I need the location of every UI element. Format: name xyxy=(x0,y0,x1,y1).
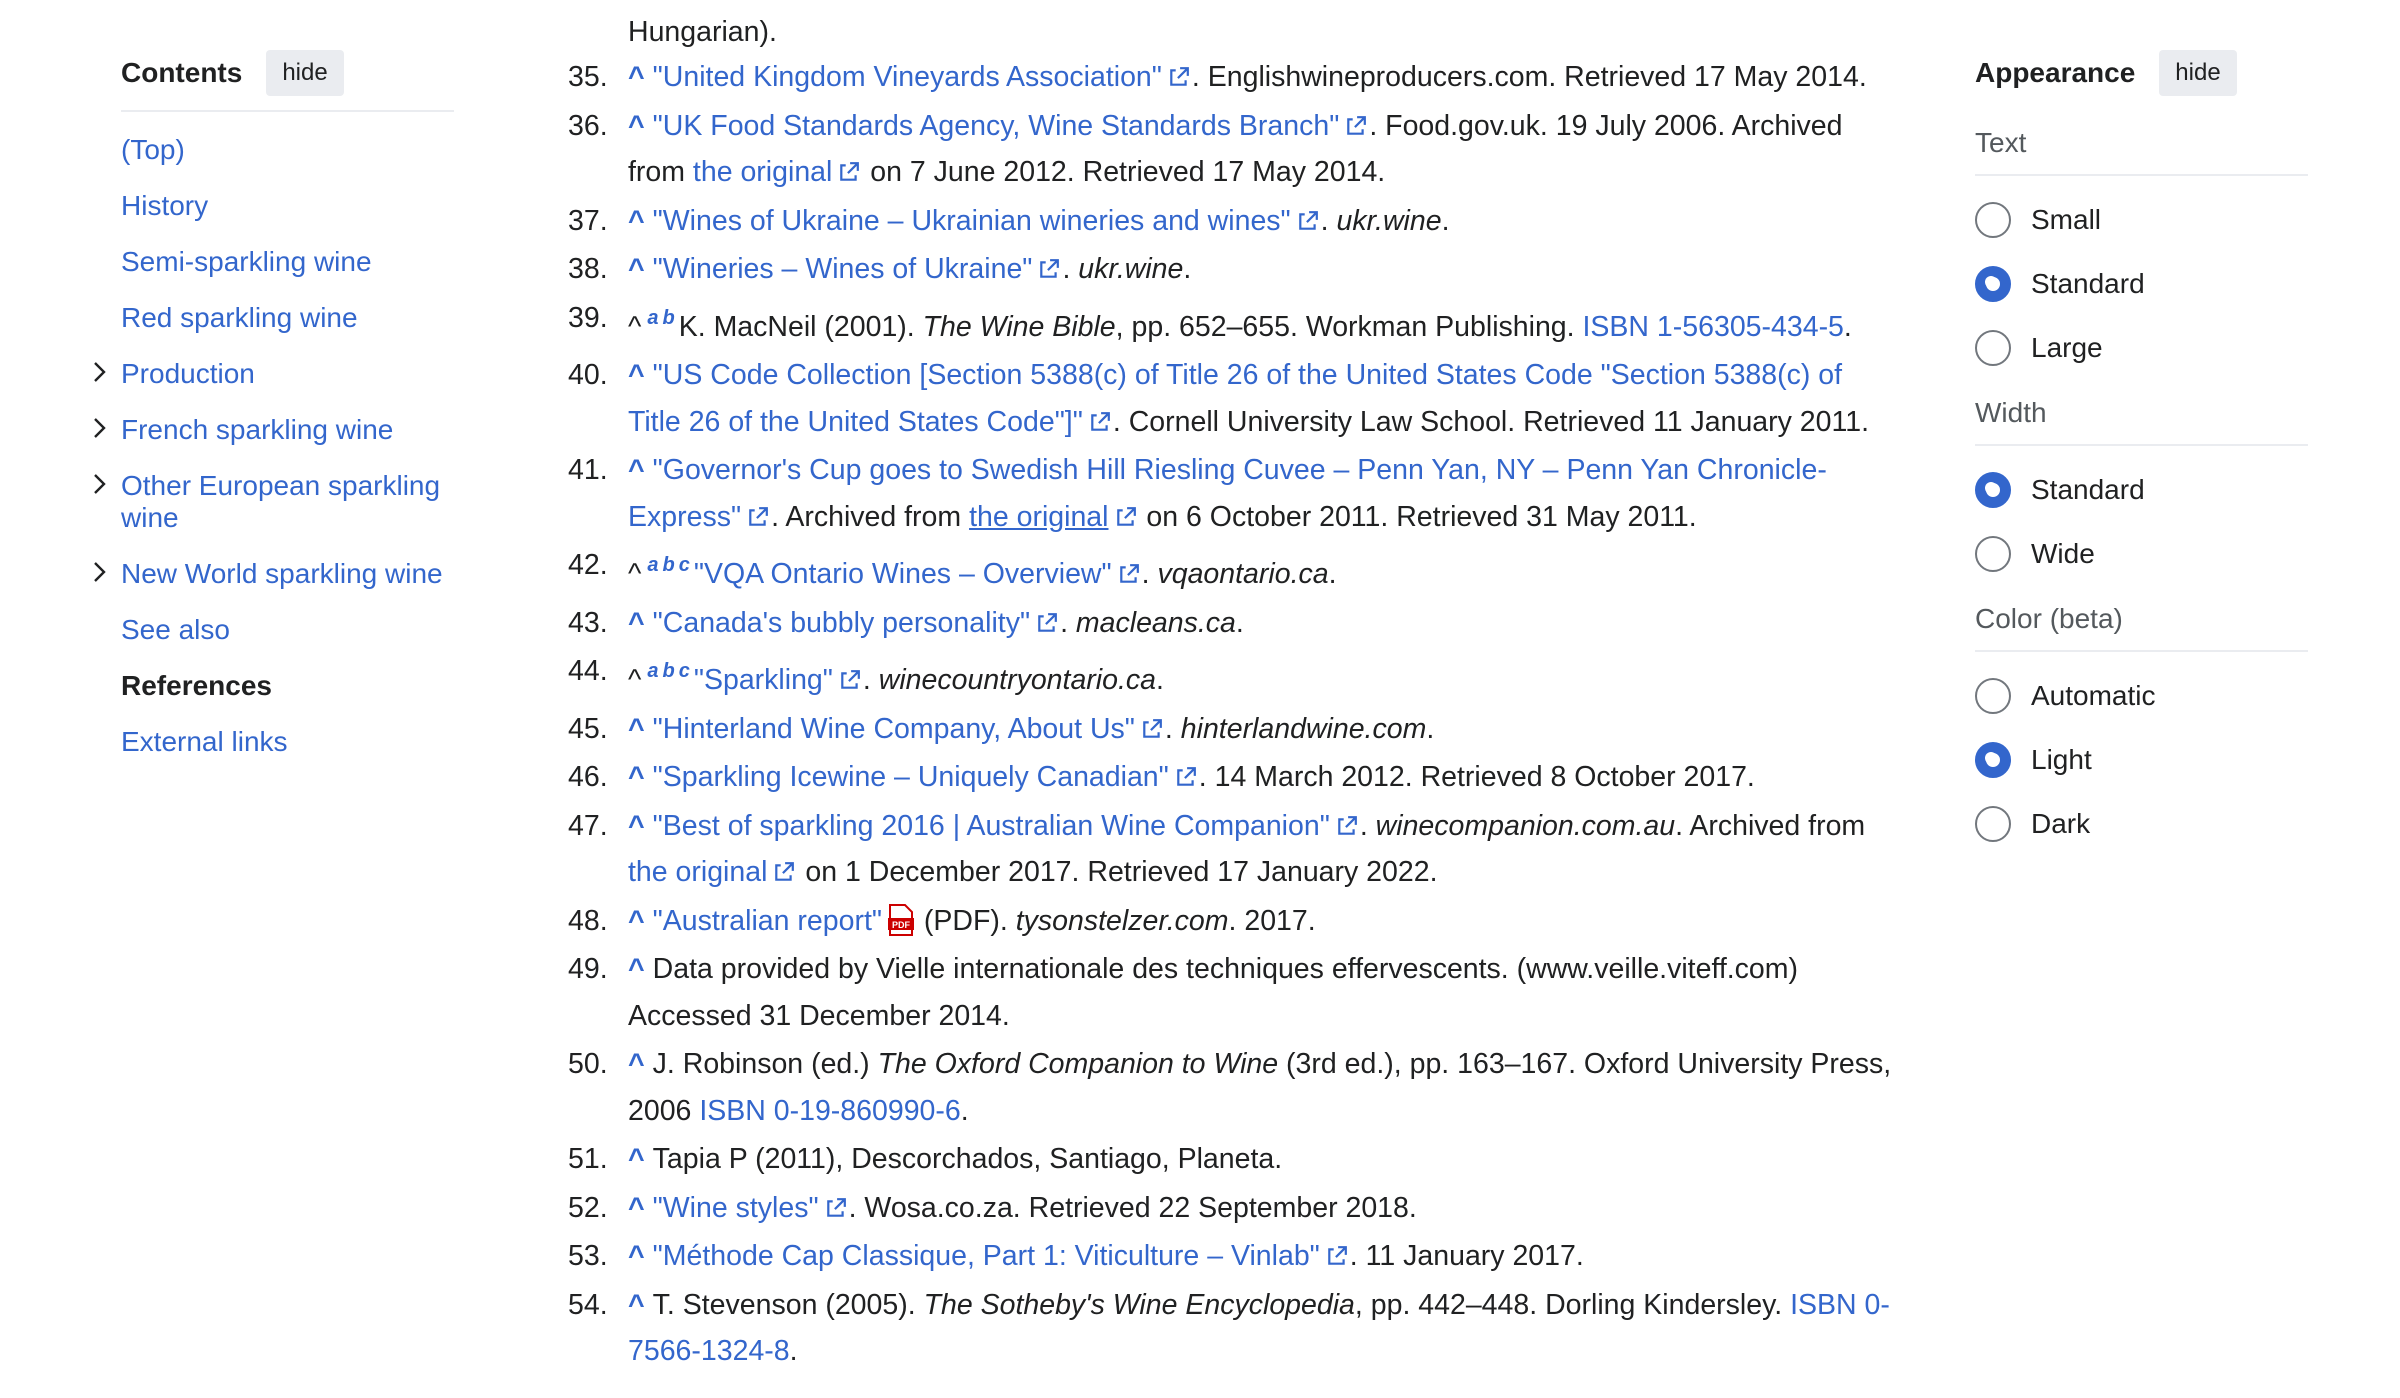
reference-item xyxy=(568,352,1898,445)
reference-title-link[interactable]: "Canada's bubbly personality" xyxy=(652,606,1031,639)
external-link-icon xyxy=(1030,607,1060,639)
reference-title-link[interactable]: "Wineries – Wines of Ukraine" xyxy=(652,253,1033,285)
reference-pre: K. MacNeil (2001). xyxy=(678,310,923,343)
reference-number: 44. xyxy=(568,655,608,687)
reference-mid: , pp. 652–655. Workman Publishing. xyxy=(1115,310,1583,343)
external-link-icon xyxy=(832,156,862,188)
reference-pre: J. Robinson (ed.) xyxy=(652,1048,878,1080)
reference-number: 40. xyxy=(568,359,608,391)
backlink-c[interactable]: c xyxy=(678,660,690,682)
archive-link[interactable]: the original xyxy=(628,856,768,888)
reference-number: 35. xyxy=(568,61,608,93)
backlink-caret[interactable]: ^ xyxy=(628,253,645,285)
toc-item[interactable] xyxy=(121,614,454,646)
external-link-icon xyxy=(1032,253,1062,285)
text-size-option[interactable] xyxy=(1975,328,2308,368)
reference-title-link[interactable]: "Best of sparkling 2016 | Australian Wine Companion" xyxy=(652,809,1330,842)
reference-rest: on 6 October 2011. Retrieved 31 May 2011. xyxy=(1138,500,1697,533)
external-link-icon xyxy=(1339,110,1369,142)
toc-hide-button[interactable]: hide xyxy=(266,50,343,96)
reference-site: vqaontario.ca xyxy=(1157,558,1329,590)
chevron-right-icon[interactable] xyxy=(89,358,111,386)
reference-item xyxy=(568,1233,1898,1280)
reference-item xyxy=(568,1282,1898,1375)
toc-item[interactable] xyxy=(121,358,454,390)
width-option[interactable] xyxy=(1975,470,2308,510)
color-option[interactable] xyxy=(1975,676,2308,716)
chevron-right-icon[interactable] xyxy=(89,558,111,586)
reference-rest: . xyxy=(1441,204,1450,237)
toc-item[interactable] xyxy=(121,246,454,278)
archive-link[interactable]: the original xyxy=(692,156,833,188)
external-link-icon xyxy=(1083,406,1113,438)
backlink-caret: ^ xyxy=(628,310,642,343)
appearance-header xyxy=(1975,50,2308,96)
reference-book: The Sotheby's Wine Encyclopedia xyxy=(923,1288,1355,1321)
reference-item: 44. ^ $^a$ $^b$ $^c$ "Sparkling" . winecountryontario.ca. xyxy=(568,648,1898,704)
reference-rest: . xyxy=(960,1094,969,1127)
reference-rest: . xyxy=(1843,310,1852,343)
reference-rest: . Englishwineproducers.com. Retrieved 17 May 2014. xyxy=(1191,61,1867,93)
reference-item: 42. ^ $^a$ $^b$ $^c$ "VQA Ontario Wines – Overview" . vqaontario.ca. xyxy=(568,542,1898,598)
width-radio[interactable] xyxy=(1975,472,2011,508)
reference-site: hinterlandwine.com xyxy=(1180,712,1427,745)
reference-number: 45. xyxy=(568,712,608,745)
text-size-options xyxy=(1975,200,2308,368)
color-radio[interactable] xyxy=(1975,678,2011,714)
external-link-icon xyxy=(1330,810,1360,842)
reference-rest: . xyxy=(1328,558,1337,590)
isbn-link[interactable]: ISBN 1-56305-434-5 xyxy=(1582,310,1844,343)
reference-site: ukr.wine xyxy=(1078,253,1184,285)
reference-mid: (3rd ed.), pp. 163–167. Oxford University Press, 2006 xyxy=(628,1048,1892,1127)
backlink-c[interactable]: c xyxy=(678,554,690,576)
backlink-caret[interactable]: ^ xyxy=(628,809,645,842)
reference-site: macleans.ca xyxy=(1075,606,1236,639)
color-option[interactable] xyxy=(1975,804,2308,844)
reference-mid: . Archived from xyxy=(771,500,970,533)
toc-item-label: French sparkling wine xyxy=(121,414,394,445)
backlink-b[interactable]: b xyxy=(662,306,675,329)
reference-book: The Oxford Companion to Wine xyxy=(877,1048,1279,1080)
width-option-label: Standard xyxy=(2031,474,2145,505)
preceding-reference-text: Hungarian). xyxy=(628,16,777,48)
backlink-caret[interactable]: ^ xyxy=(628,109,645,142)
reference-title-link[interactable]: "VQA Ontario Wines – Overview" xyxy=(693,558,1112,590)
reference-number: 49. xyxy=(568,953,608,985)
reference-title-link[interactable]: "Wines of Ukraine – Ukrainian wineries and wines" xyxy=(652,204,1291,237)
backlink-a[interactable]: a xyxy=(647,306,659,329)
backlink-caret[interactable]: ^ xyxy=(628,1288,645,1321)
chevron-right-icon[interactable] xyxy=(89,470,111,498)
width-option[interactable] xyxy=(1975,534,2308,574)
reference-item xyxy=(568,1041,1898,1134)
backlink-caret[interactable]: ^ xyxy=(628,359,645,391)
toc-title: Contents xyxy=(121,57,243,88)
backlink-caret[interactable]: ^ xyxy=(628,761,645,793)
width-radio[interactable] xyxy=(1975,536,2011,572)
backlink-a[interactable]: a xyxy=(647,554,659,576)
reference-title-link[interactable]: "Hinterland Wine Company, About Us" xyxy=(652,712,1135,745)
toc-item[interactable] xyxy=(121,726,454,758)
backlink-a[interactable]: a xyxy=(647,660,659,682)
reference-rest: on 7 June 2012. Retrieved 17 May 2014. xyxy=(862,156,1386,188)
toc-item-label: Semi-sparkling wine xyxy=(121,246,372,277)
chevron-right-icon[interactable] xyxy=(89,414,111,442)
reference-item: 45. ^ "Hinterland Wine Company, About Us" . hinterlandwine.com. xyxy=(568,706,1898,753)
backlink-b[interactable]: b xyxy=(662,554,675,576)
color-label: Color (beta) xyxy=(1975,602,2308,652)
reference-item xyxy=(568,1136,1898,1183)
backlink-caret[interactable]: ^ xyxy=(628,454,645,486)
toc-item-label: See also xyxy=(121,614,230,645)
color-options xyxy=(1975,676,2308,844)
backlink-caret[interactable]: ^ xyxy=(628,904,645,937)
reference-site: ukr.wine xyxy=(1336,204,1442,237)
text-size-option-label: Large xyxy=(2031,332,2103,363)
backlink-caret[interactable]: ^ xyxy=(628,712,645,745)
toc-item[interactable] xyxy=(121,190,454,222)
external-link-icon xyxy=(1109,501,1139,533)
external-link-icon xyxy=(819,1192,849,1224)
reference-title-link[interactable]: "Sparkling Icewine – Uniquely Canadian" xyxy=(652,761,1169,793)
text-size-radio[interactable] xyxy=(1975,266,2011,302)
svg-text:PDF: PDF xyxy=(892,919,910,930)
toc-item-label: (Top) xyxy=(121,134,185,165)
appearance-panel xyxy=(1975,50,2308,844)
toc-item-label: Production xyxy=(121,358,255,389)
isbn-link[interactable]: ISBN 0-19-860990-6 xyxy=(699,1094,961,1127)
toc-item-label: Red sparkling wine xyxy=(121,302,358,333)
backlink-caret[interactable]: ^ xyxy=(628,953,645,985)
color-option[interactable] xyxy=(1975,740,2308,780)
external-link-icon xyxy=(833,664,863,696)
reference-rest: . Cornell University Law School. Retrieved 11 January 2011. xyxy=(1112,405,1870,438)
reference-item xyxy=(568,946,1898,1039)
reference-number: 43. xyxy=(568,606,608,639)
reference-item xyxy=(568,103,1898,196)
reference-number: 54. xyxy=(568,1288,608,1321)
toc-item[interactable] xyxy=(121,470,454,534)
color-radio[interactable] xyxy=(1975,742,2011,778)
external-link-icon xyxy=(1291,205,1321,237)
toc-item-label: References xyxy=(121,670,272,701)
reference-item: 47. ^ "Best of sparkling 2016 | Australian Wine Companion" . winecompanion.com.au. Archived from the original on 1 December 2017. Retrieved 17 January 2022. xyxy=(568,803,1898,896)
toc-item-label: History xyxy=(121,190,209,221)
reference-rest: . xyxy=(789,1335,798,1367)
reference-rest: . 11 January 2017. xyxy=(1349,1240,1584,1272)
backlink-caret[interactable]: ^ xyxy=(628,1143,645,1175)
reference-book: The Wine Bible xyxy=(922,310,1116,343)
toc-header xyxy=(121,50,454,112)
backlink-caret[interactable]: ^ xyxy=(628,606,645,639)
reference-rest: on 1 December 2017. Retrieved 17 January 2022. xyxy=(797,856,1438,888)
reference-item xyxy=(568,54,1898,101)
reference-title-link[interactable]: "Governor's Cup goes to Swedish Hill Riesling Cuvee – Penn Yan, NY – Penn Yan Chronicle-Express" xyxy=(628,454,1827,533)
appearance-title: Appearance xyxy=(1975,57,2136,88)
reference-rest: . xyxy=(1235,606,1244,639)
reference-number: 46. xyxy=(568,761,608,793)
width-options xyxy=(1975,470,2308,574)
width-option-label: Wide xyxy=(2031,538,2095,569)
pdf-icon xyxy=(882,905,916,937)
backlink-caret[interactable]: ^ xyxy=(628,1048,645,1080)
reference-site: tysonstelzer.com xyxy=(1015,904,1229,937)
reference-item xyxy=(568,754,1898,801)
reference-item xyxy=(568,898,1898,945)
reference-item: 37. ^ "Wines of Ukraine – Ukrainian wineries and wines" . ukr.wine. xyxy=(568,198,1898,245)
reference-number: 50. xyxy=(568,1048,608,1080)
toc-item[interactable] xyxy=(121,302,454,334)
reference-mid: , pp. 442–448. Dorling Kindersley. xyxy=(1354,1288,1791,1321)
backlink-caret[interactable]: ^ xyxy=(628,61,645,93)
reference-number: 53. xyxy=(568,1240,608,1272)
toc-item[interactable] xyxy=(121,558,454,590)
external-link-icon xyxy=(1112,558,1142,590)
reference-item xyxy=(568,1185,1898,1232)
toc-item[interactable] xyxy=(121,414,454,446)
reference-title-link[interactable]: "Sparkling" xyxy=(693,664,833,696)
appearance-hide-button[interactable]: hide xyxy=(2159,50,2236,96)
color-option-label: Light xyxy=(2031,744,2092,775)
reference-number: 41. xyxy=(568,454,608,486)
reference-text: Data provided by Vielle internationale des techniques effervescents. (www.veille.viteff.com) Accessed 31 December 2014. xyxy=(628,953,1799,1032)
external-link-icon xyxy=(1320,1240,1350,1272)
isbn-link[interactable]: ISBN 0-7566-1324-8 xyxy=(628,1288,1890,1367)
reference-rest: . 2017. xyxy=(1228,904,1316,937)
external-link-icon xyxy=(767,856,797,888)
reference-text: Tapia P (2011), Descorchados, Santiago, Planeta. xyxy=(652,1143,1283,1175)
reference-number: 36. xyxy=(568,109,608,142)
reference-mid: . Archived from xyxy=(1675,809,1866,842)
archive-link[interactable]: the original xyxy=(969,500,1109,533)
reference-item xyxy=(568,447,1898,540)
toc-list xyxy=(121,134,454,758)
color-radio[interactable] xyxy=(1975,806,2011,842)
toc-item[interactable] xyxy=(121,670,454,702)
reference-rest: . xyxy=(1183,253,1192,285)
toc-item-label: Other European sparkling wine xyxy=(121,470,441,533)
reference-site: winecountryontario.ca xyxy=(878,664,1156,696)
backlink-caret: ^ xyxy=(628,664,642,696)
backlink-b[interactable]: b xyxy=(662,660,675,682)
reference-title-link[interactable]: "Méthode Cap Classique, Part 1: Viticulture – Vinlab" xyxy=(652,1240,1320,1272)
reference-title-link[interactable]: "UK Food Standards Agency, Wine Standards Branch" xyxy=(652,109,1340,142)
backlink-caret[interactable]: ^ xyxy=(628,1240,645,1272)
reference-number: 52. xyxy=(568,1191,608,1224)
text-size-radio[interactable] xyxy=(1975,202,2011,238)
reference-title-link[interactable]: "Australian report" xyxy=(652,904,882,937)
table-of-contents xyxy=(121,50,454,782)
reference-number: 37. xyxy=(568,204,608,237)
reference-number: 42. xyxy=(568,549,608,581)
reference-item: 43. ^ "Canada's bubbly personality" . macleans.ca. xyxy=(568,600,1898,647)
external-link-icon xyxy=(741,501,771,533)
reference-mid: . Food.gov.uk. 19 July 2006. Archived from xyxy=(628,109,1843,188)
text-size-option-label: Standard xyxy=(2031,268,2145,299)
references-list xyxy=(568,12,1898,1375)
text-size-option-label: Small xyxy=(2031,204,2102,235)
reference-title-link[interactable]: "US Code Collection [Section 5388(c) of Title 26 of the United States Code "Section 5388(c) of Title 26 of the United States Code"]" xyxy=(628,359,1843,438)
backlink-caret[interactable]: ^ xyxy=(628,204,645,237)
width-label: Width xyxy=(1975,396,2308,446)
text-size-option[interactable] xyxy=(1975,200,2308,240)
text-size-option[interactable] xyxy=(1975,264,2308,304)
reference-rest: . xyxy=(1426,712,1435,745)
reference-number: 47. xyxy=(568,809,608,842)
external-link-icon xyxy=(1162,61,1192,93)
reference-rest: . 14 March 2012. Retrieved 8 October 2017. xyxy=(1198,761,1755,793)
color-option-label: Dark xyxy=(2031,808,2091,839)
reference-title-link[interactable]: "Wine styles" xyxy=(652,1191,819,1224)
reference-item xyxy=(568,295,1898,351)
reference-number: 51. xyxy=(568,1143,608,1175)
reference-number: 48. xyxy=(568,904,608,937)
text-size-label: Text xyxy=(1975,126,2308,176)
pdf-label: (PDF). xyxy=(916,904,1016,937)
text-size-radio[interactable] xyxy=(1975,330,2011,366)
reference-site: winecompanion.com.au xyxy=(1375,809,1676,842)
reference-number: 39. xyxy=(568,301,608,334)
toc-item-label: New World sparkling wine xyxy=(121,558,443,589)
reference-pre: T. Stevenson (2005). xyxy=(652,1288,924,1321)
external-link-icon xyxy=(1169,761,1199,793)
reference-number: 38. xyxy=(568,253,608,285)
reference-title-link[interactable]: "United Kingdom Vineyards Association" xyxy=(652,61,1162,93)
external-link-icon xyxy=(1135,713,1165,745)
toc-item[interactable] xyxy=(121,134,454,166)
color-option-label: Automatic xyxy=(2031,680,2156,711)
backlink-caret[interactable]: ^ xyxy=(628,1191,645,1224)
reference-rest: . Wosa.co.za. Retrieved 22 September 2018. xyxy=(848,1191,1417,1224)
backlink-caret: ^ xyxy=(628,558,642,590)
reference-item: 38. ^ "Wineries – Wines of Ukraine" . ukr.wine. xyxy=(568,246,1898,293)
toc-item-label: External links xyxy=(121,726,288,757)
reference-rest: . xyxy=(1156,664,1164,696)
